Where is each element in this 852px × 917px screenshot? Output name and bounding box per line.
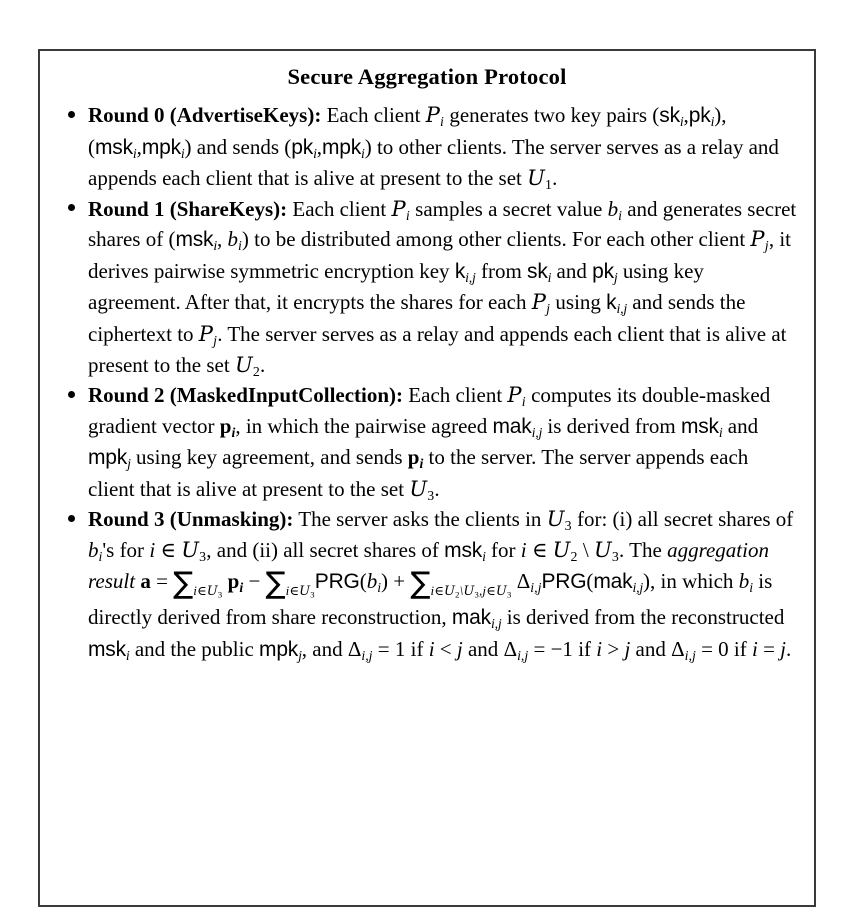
symbol-equals-2: = (377, 636, 390, 661)
symbol-set-U3: $U_3$ (546, 507, 572, 534)
list-item-round-3 (54, 504, 800, 665)
round-0-label: Round 0 (AdvertiseKeys): (88, 103, 322, 128)
symbol-equals-5: = (763, 636, 775, 661)
list-item-round-2 (54, 380, 800, 504)
symbol-party-P: $P_i$ (391, 196, 410, 223)
round-2-label: Round 2 (MaskedInputCollection): (88, 383, 404, 408)
bullet-icon (68, 204, 75, 211)
symbol-delta-ij-3: $\Delta_{i,j}$ (503, 636, 529, 663)
var-b-i-3: $b_i$ (738, 569, 754, 596)
op-msk-i: msk$_i$ (444, 538, 486, 564)
summation-icon-3: ∑ (410, 566, 431, 602)
op-pk: $pk_i$ (688, 104, 715, 129)
protocol-rounds-list (54, 100, 800, 665)
var-j: j (456, 636, 463, 661)
op-mpk-j: mpk$_j$ (88, 446, 131, 472)
symbol-delta-ij: $\Delta_{i,j}$ (516, 569, 542, 596)
op-pk-j: $pk_j$ (592, 259, 618, 285)
var-b-i-2: $b_i$ (366, 569, 382, 596)
var-i-5: i (751, 636, 758, 661)
summation-icon-2: ∑ (265, 566, 286, 602)
value-1: 1 (394, 636, 406, 661)
list-item-round-1 (54, 194, 800, 380)
var-j-2: j (624, 636, 631, 661)
var-b-i: $b_i$ (607, 196, 622, 223)
op-pk-2: $pk_i$ (291, 135, 317, 161)
symbol-party-P: $P_i$ (425, 103, 445, 129)
sum-index-2: i∈U3 (285, 583, 315, 600)
symbol-set-U3-3: $U_3$ (594, 537, 620, 564)
emph-aggregation-result: aggregation result (88, 537, 769, 594)
symbol-set-U3-2: $U_3$ (181, 537, 207, 564)
symbol-in: ∈ (160, 537, 176, 562)
var-i: i (149, 537, 156, 562)
round-1-label: Round 1 (ShareKeys): (88, 196, 288, 221)
symbol-set-U3: $U_3$ (409, 476, 435, 503)
symbol-minus: − (248, 569, 261, 594)
vector-p-i: $p_i$ (219, 413, 236, 440)
op-mpk: mpk$_i$ (141, 135, 185, 161)
vector-p-i: $p_i$ (227, 569, 244, 596)
symbol-set-U2: $U_2$ (234, 352, 261, 379)
op-PRG: PRG (314, 570, 360, 594)
symbol-equals-4: = (701, 636, 713, 661)
round-3-text: The server asks the clients in $U_3$ for: (i) all secret shares of $b_i's$ for i ∈ $U_3$, and (ii) all secret shares of msk$_i$ for i ∈ $U_2$ \ $U_3$. The aggregation result $a = \sum_{i\in U_3}$ $p_i - \sum_{i\in U_3}PRG(b_i) + \sum_{i\in U_2\backslash U_3,j\in U_3}$ $\Delta_{i,j}PRG(mak_{i,j})$, in which $b_i$ is directly derived from share reconstruction, mak$_{i,j}$ is derived from the reconstructed msk$_i$ and the public mpk$_j$, and $\Delta_{i,j} = 1$ if i < j and $\Delta_{i,j} = -1$ if i > j and $\Delta_{i,j} = 0$ if i = j. (88, 507, 794, 663)
symbol-party-Pj-2: $P_j$ (531, 290, 551, 317)
var-b-i-2: $b_i$ (227, 227, 242, 254)
symbol-lt: < (439, 636, 452, 661)
op-msk-i-2: msk$_i$ (88, 637, 130, 663)
vector-p-i-2: $p_i$ (407, 445, 424, 472)
symbol-in-2: ∈ (531, 537, 548, 562)
round-3-label: Round 3 (Unmasking): (88, 507, 294, 532)
figure-title: Secure Aggregation Protocol (287, 64, 567, 89)
bullet-icon (68, 111, 75, 118)
op-mpk-2: mpk$_i$ (321, 135, 365, 161)
op-mak-ij: mak$_{i,j}$ (492, 414, 543, 440)
value-0: 0 (718, 636, 729, 661)
var-i-3: i (428, 636, 435, 661)
round-2-text: Each client $P_i$ computes its double-masked gradient vector $p_i$, in which the pairwise agreed mak$_{i,j}$ is derived from msk$_i$ and mpk$_j$ using key agreement, and sends $p_i$ to the server. The server appends each client that is alive at present to the set $U_3$. (88, 383, 771, 503)
bullet-icon (68, 515, 75, 522)
symbol-party-Pj-3: $P_j$ (198, 321, 218, 348)
op-msk-i: msk$_i$ (680, 414, 723, 440)
vector-a: a (140, 569, 151, 594)
sum-index-3: i∈U2\U3,j∈U3 (430, 583, 512, 600)
op-k-ij-2: $k_{i,j}$ (606, 291, 628, 317)
symbol-delta-ij-4: $\Delta_{i,j}$ (671, 636, 696, 663)
summation-icon: ∑ (173, 566, 194, 602)
symbol-party-Pj: $P_j$ (750, 227, 769, 254)
protocol-figure-box (38, 49, 816, 907)
round-1-text: Each client $P_i$ samples a secret value $b_i$ and generates secret shares of (msk$_i$, $b_i$) to be distributed among other clients. For each other client $P_j$, it derives pairwise symmetric encryption key $k_{i,j}$ from $sk_i$ and $pk_j$ using key agreement. After that, it encrypts the shares for each $P_j$ using $k_{i,j}$ and sends the ciphertext to $P_j$. The server serves as a relay and appends each client that is alive at present to the set $U_2$. (88, 196, 797, 379)
op-PRG-2: PRG (541, 570, 587, 594)
op-msk: msk$_i$ (175, 228, 218, 254)
op-msk: msk$_i$ (95, 135, 137, 161)
symbol-equals-3: = (533, 636, 546, 661)
op-mpk-j: mpk$_j$ (259, 637, 302, 663)
op-k-ij: $k_{i,j}$ (454, 259, 476, 285)
symbol-set-U1: $U_1$ (527, 166, 553, 193)
list-item-round-0 (54, 100, 800, 194)
var-i-4: i (596, 636, 603, 661)
sum-index-1: i∈U3 (193, 583, 223, 600)
bullet-icon (68, 391, 75, 398)
symbol-party-P: $P_i$ (507, 383, 526, 409)
round-0-text: Each client $P_i$ generates two key pairs $(sk_i,pk_i)$, (msk$_i$,mpk$_i$) and sends $(pk_i,mpk_i)$ to other clients. The server serves as a relay and appends each client that is alive at present to the set $U_1$. (88, 103, 779, 193)
var-b-i: $b_i$ (88, 537, 103, 564)
op-sk-i: $sk_i$ (527, 259, 552, 285)
op-mak-ij-2: mak$_{i,j}$ (451, 606, 502, 631)
op-mak-ij: mak$_{i,j}$ (593, 570, 644, 596)
var-i-2: i (520, 537, 527, 562)
symbol-equals: = (156, 569, 168, 594)
op-sk: $sk_i$ (659, 104, 684, 129)
symbol-gt: > (607, 636, 620, 661)
symbol-set-U2: $U_2$ (552, 537, 578, 564)
symbol-setminus: \ (582, 537, 589, 562)
var-j-3: j (780, 636, 787, 661)
symbol-plus: + (393, 569, 406, 594)
value-neg-1: −1 (550, 636, 573, 661)
symbol-delta-ij-2: $\Delta_{i,j}$ (347, 636, 373, 663)
